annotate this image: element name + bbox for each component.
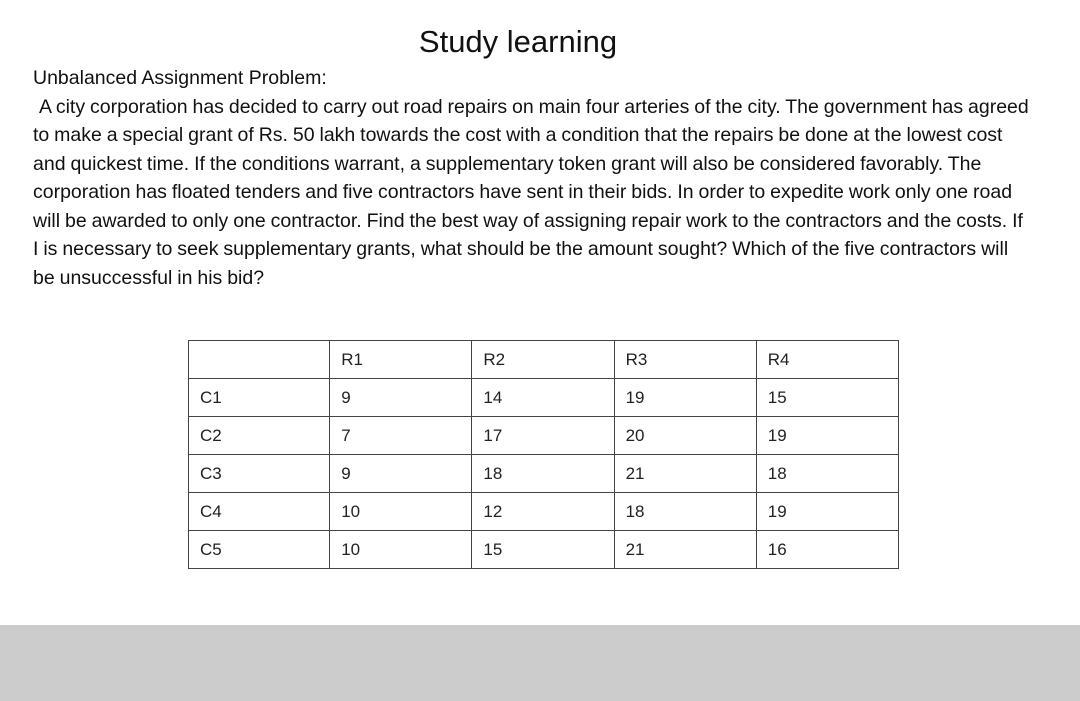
problem-heading: Unbalanced Assignment Problem: — [33, 67, 327, 89]
footer-band — [0, 625, 1080, 701]
table-corner-cell — [189, 341, 330, 379]
table-cell: 12 — [472, 493, 614, 531]
table-cell: 18 — [756, 455, 898, 493]
table-cell: 21 — [614, 531, 756, 569]
table-header-row — [189, 341, 899, 379]
table-cell: 19 — [614, 379, 756, 417]
table-cell: 10 — [330, 493, 472, 531]
table-cell: 15 — [472, 531, 614, 569]
table-cell: 9 — [330, 379, 472, 417]
table-cell: 16 — [756, 531, 898, 569]
table-row — [189, 417, 899, 455]
table-cell: 20 — [614, 417, 756, 455]
table-cell: 18 — [614, 493, 756, 531]
row-header-c3: C3 — [189, 455, 330, 493]
table-cell: 19 — [756, 493, 898, 531]
table-row — [189, 379, 899, 417]
table-cell: 14 — [472, 379, 614, 417]
table-cell: 10 — [330, 531, 472, 569]
table-row — [189, 455, 899, 493]
problem-text: A city corporation has decided to carry out road repairs on main four arteries of the city. The government has agreed to make a special grant of Rs. 50 lakh towards the cost with a condition that the repairs be done at the lowest cost and quickest time. If the conditions warrant, a supplementary token grant will also be considered favorably. The corporation has floated tenders and five contractors have sent in their bids. In order to expedite work only one road will be awarded to only one contractor. Find the best way of assigning repair work to the contractors and the costs. If I is necessary to seek supplementary grants, what should be the amount sought? Which of the five contractors will be unsuccessful in his bid? — [33, 95, 1029, 289]
cost-table — [188, 340, 899, 569]
row-header-c1: C1 — [189, 379, 330, 417]
column-header-r3: R3 — [614, 341, 756, 379]
table-cell: 19 — [756, 417, 898, 455]
table-row — [189, 531, 899, 569]
table-cell: 21 — [614, 455, 756, 493]
column-header-r4: R4 — [756, 341, 898, 379]
row-header-c4: C4 — [189, 493, 330, 531]
table-cell: 17 — [472, 417, 614, 455]
column-header-r2: R2 — [472, 341, 614, 379]
table-cell: 7 — [330, 417, 472, 455]
table-cell: 9 — [330, 455, 472, 493]
table-row — [189, 493, 899, 531]
column-header-r1: R1 — [330, 341, 472, 379]
row-header-c5: C5 — [189, 531, 330, 569]
table-cell: 18 — [472, 455, 614, 493]
slide-title: Study learning — [418, 24, 618, 59]
row-header-c2: C2 — [189, 417, 330, 455]
problem-statement — [33, 64, 1033, 292]
table-cell: 15 — [756, 379, 898, 417]
